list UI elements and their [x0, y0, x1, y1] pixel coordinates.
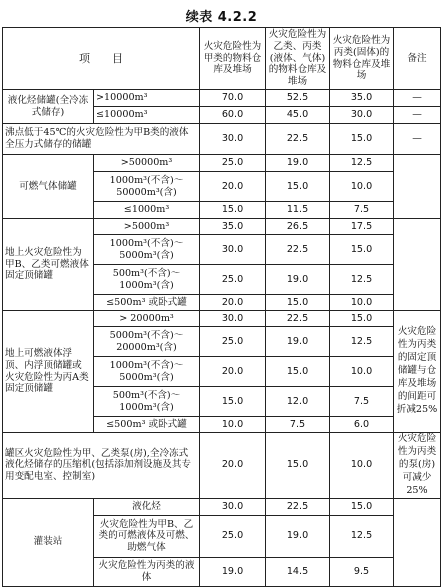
cell-c: 12.5	[330, 515, 394, 557]
cell-c: 6.0	[330, 417, 394, 433]
row-sub: ≤1000m³	[94, 202, 200, 219]
cell-c: 10.0	[330, 295, 394, 311]
row-sub: 火灾危险性为甲B、乙类的可燃液体及可燃、助燃气体	[94, 515, 200, 557]
row-sub: >10000m³	[94, 90, 200, 107]
cell-c: 15.0	[330, 311, 394, 327]
table-row	[3, 90, 441, 107]
cell-b: 22.5	[266, 235, 330, 265]
cell-c: 7.5	[330, 387, 394, 417]
table-row	[3, 155, 441, 172]
cell-a: 20.0	[200, 357, 266, 387]
cell-b: 22.5	[266, 498, 330, 515]
group-loading: 灌装站	[3, 498, 94, 586]
cell-c: 10.0	[330, 172, 394, 202]
cell-b: 19.0	[266, 515, 330, 557]
header-col-c: 火灾危险性为丙类(固体)的物料仓库及堆场	[330, 28, 394, 90]
cell-b: 7.5	[266, 417, 330, 433]
cell-b: 22.5	[266, 124, 330, 155]
header-remarks: 备注	[394, 28, 441, 90]
group-fixed: 地上火灾危险性为甲B、乙类可燃液体固定顶储罐	[3, 219, 94, 311]
cell-a: 30.0	[200, 124, 266, 155]
cell-c: 7.5	[330, 202, 394, 219]
remark-floating: 火灾危险性为丙类的固定顶储罐与仓库及堆场的间距可折减25%	[394, 311, 441, 433]
cell-b: 19.0	[266, 327, 330, 357]
cell-remark	[394, 498, 441, 586]
row-sub: ≤500m³ 或卧式罐	[94, 417, 200, 433]
group-floating: 地上可燃液体浮顶、内浮顶储罐或火灾危险性为丙A类固定顶储罐	[3, 311, 94, 433]
cell-a: 20.0	[200, 172, 266, 202]
group-pump: 罐区火灾危险性为甲、乙类泵(房),全冷冻式液化烃储存的压缩机(包括添加剂设施及其专用变配电室、控制室)	[3, 433, 200, 499]
header-col-b: 火灾危险性为乙类、丙类(液体、气体)的物料仓库及堆场	[266, 28, 330, 90]
cell-a: 70.0	[200, 90, 266, 107]
cell-remark: —	[394, 90, 441, 107]
remark-pump: 火灾危险性为丙类的泵(房)可减少25%	[394, 433, 441, 499]
row-sub: 500m³(不含)～1000m³(含)	[94, 387, 200, 417]
cell-a: 60.0	[200, 107, 266, 124]
row-sub: >50000m³	[94, 155, 200, 172]
header-item: 项 目	[3, 28, 200, 90]
cell-a: 30.0	[200, 235, 266, 265]
row-sub: 1000m³(不含)～5000m³(含)	[94, 357, 200, 387]
cell-a: 25.0	[200, 155, 266, 172]
cell-b: 14.5	[266, 557, 330, 586]
table-row	[3, 498, 441, 515]
row-sub: ≤10000m³	[94, 107, 200, 124]
cell-b: 19.0	[266, 155, 330, 172]
cell-remark: —	[394, 107, 441, 124]
cell-c: 17.5	[330, 219, 394, 235]
row-sub: 5000m³(不含)～20000m³(含)	[94, 327, 200, 357]
cell-b: 15.0	[266, 172, 330, 202]
spacing-table	[2, 27, 441, 587]
header-row	[3, 28, 441, 90]
cell-c: 12.5	[330, 265, 394, 295]
cell-b: 15.0	[266, 295, 330, 311]
row-sub: 500m³(不含)～1000m³(含)	[94, 265, 200, 295]
row-sub: 液化烃	[94, 498, 200, 515]
cell-c: 10.0	[330, 433, 394, 499]
row-sub: ≤500m³ 或卧式罐	[94, 295, 200, 311]
table-row	[3, 124, 441, 155]
group-gas: 可燃气体储罐	[3, 155, 94, 219]
table-row	[3, 311, 441, 327]
cell-b: 19.0	[266, 265, 330, 295]
cell-c: 30.0	[330, 107, 394, 124]
cell-b: 12.0	[266, 387, 330, 417]
cell-a: 25.0	[200, 515, 266, 557]
cell-remark	[394, 219, 441, 311]
cell-c: 15.0	[330, 498, 394, 515]
cell-remark	[394, 155, 441, 219]
cell-b: 52.5	[266, 90, 330, 107]
cell-a: 20.0	[200, 295, 266, 311]
row-sub: >5000m³	[94, 219, 200, 235]
cell-a: 15.0	[200, 387, 266, 417]
table-row	[3, 433, 441, 499]
cell-b: 22.5	[266, 311, 330, 327]
row-sub: 1000m³(不含)～50000m³(含)	[94, 172, 200, 202]
cell-b: 26.5	[266, 219, 330, 235]
cell-a: 35.0	[200, 219, 266, 235]
cell-a: 30.0	[200, 498, 266, 515]
row-sub: > 20000m³	[94, 311, 200, 327]
group-boiling: 沸点低于45℃的火灾危险性为甲B类的液体全压力式储存的储罐	[3, 124, 200, 155]
cell-b: 15.0	[266, 357, 330, 387]
row-sub: 1000m³(不含)～5000m³(含)	[94, 235, 200, 265]
cell-c: 15.0	[330, 235, 394, 265]
cell-c: 35.0	[330, 90, 394, 107]
cell-b: 15.0	[266, 433, 330, 499]
cell-c: 12.5	[330, 327, 394, 357]
table-row	[3, 219, 441, 235]
cell-c: 15.0	[330, 124, 394, 155]
cell-c: 9.5	[330, 557, 394, 586]
cell-a: 20.0	[200, 433, 266, 499]
cell-c: 12.5	[330, 155, 394, 172]
row-sub: 火灾危险性为丙类的液体	[94, 557, 200, 586]
cell-b: 11.5	[266, 202, 330, 219]
cell-a: 25.0	[200, 327, 266, 357]
cell-a: 15.0	[200, 202, 266, 219]
group-lpg: 液化烃储罐(全冷冻式储存)	[3, 90, 94, 124]
cell-b: 45.0	[266, 107, 330, 124]
header-col-a: 火灾危险性为甲类的物料仓库及堆场	[200, 28, 266, 90]
cell-a: 25.0	[200, 265, 266, 295]
cell-c: 10.0	[330, 357, 394, 387]
cell-remark: —	[394, 124, 441, 155]
cell-a: 19.0	[200, 557, 266, 586]
cell-a: 30.0	[200, 311, 266, 327]
cell-a: 10.0	[200, 417, 266, 433]
table-title: 续表 4.2.2	[185, 10, 258, 25]
